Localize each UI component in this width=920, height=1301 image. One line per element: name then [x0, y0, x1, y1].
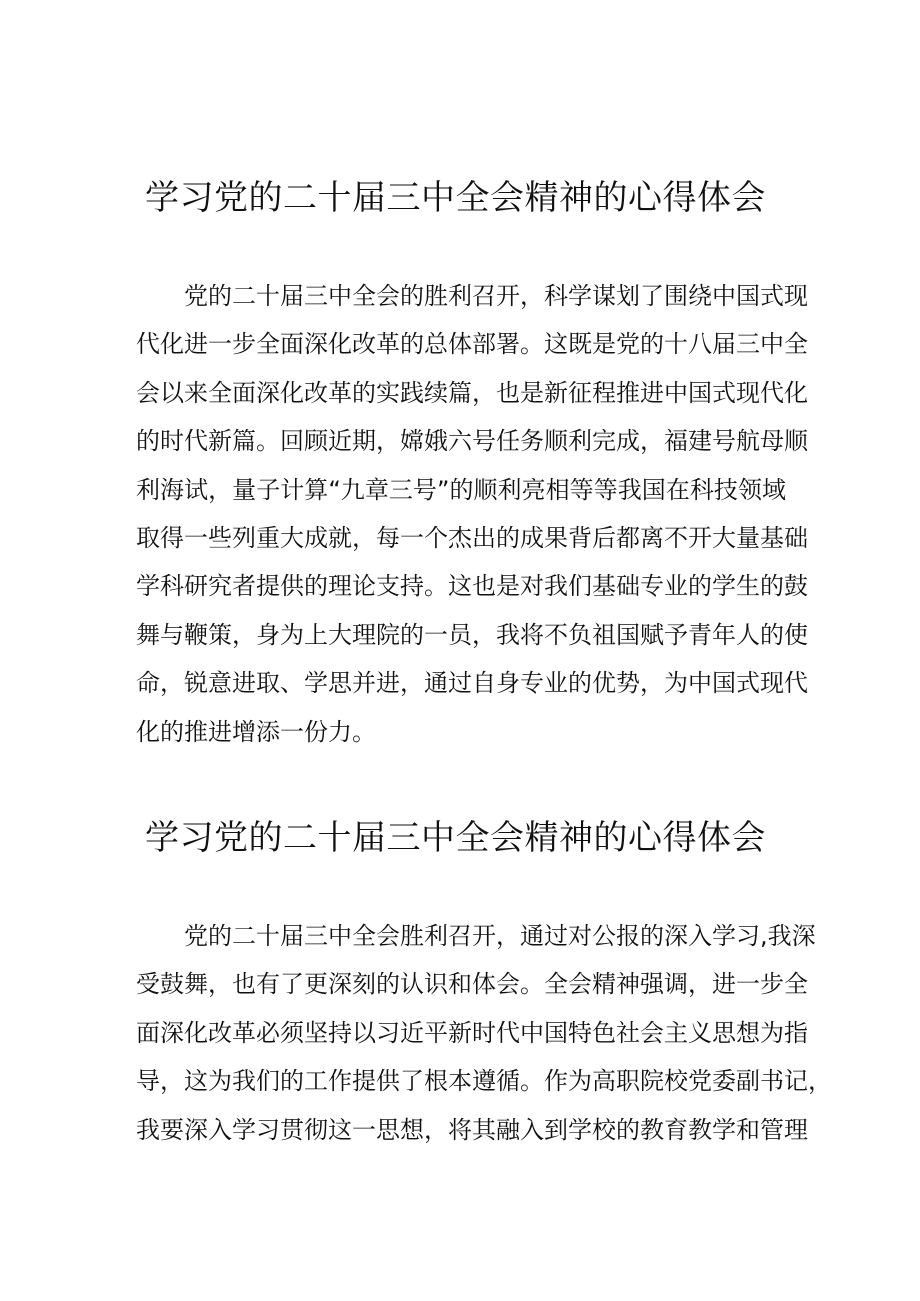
- paragraph-line: 会以来全面深化改革的实践续篇，也是新征程推进中国式现代化: [136, 378, 808, 407]
- paragraph-line: 舞与鞭策，身为上大理院的一员，我将不负祖国赋予青年人的使: [136, 620, 808, 649]
- paragraph-line: 代化进一步全面深化改革的总体部署。这既是党的十八届三中全: [136, 330, 808, 359]
- paragraph-line: 的时代新篇。回顾近期，嫦娥六号任务顺利完成，福建号航母顺: [136, 427, 808, 456]
- paragraph-line: 面深化改革必须坚持以习近平新时代中国特色社会主义思想为指: [136, 1018, 808, 1047]
- section-paragraph: [136, 272, 808, 756]
- paragraph-line: 化的推进增添一份力。: [136, 717, 376, 746]
- paragraph-line: 导，这为我们的工作提供了根本遵循。作为高职院校党委副书记，: [136, 1067, 832, 1096]
- paragraph-line: 取得一些列重大成就，每一个杰出的成果背后都离不开大量基础: [136, 523, 808, 552]
- paragraph-line: 命，锐意进取、学思并进，通过自身专业的优势，为中国式现代: [136, 669, 808, 698]
- paragraph-line: 党的二十届三中全会胜利召开，通过对公报的深入学习,我深: [184, 922, 816, 950]
- section-title: 学习党的二十届三中全会精神的心得体会: [145, 178, 766, 218]
- section-title: 学习党的二十届三中全会精神的心得体会: [145, 818, 766, 858]
- paragraph-line: 受鼓舞，也有了更深刻的认识和体会。全会精神强调，进一步全: [136, 970, 808, 999]
- paragraph-line: 利海试，量子计算“九章三号”的顺利亮相等等我国在科技领域: [136, 475, 786, 504]
- section-paragraph: [136, 912, 832, 1154]
- paragraph-line: 党的二十届三中全会的胜利召开，科学谋划了围绕中国式现: [184, 282, 808, 310]
- paragraph-line: 学科研究者提供的理论支持。这也是对我们基础专业的学生的鼓: [136, 572, 808, 601]
- paragraph-line: 我要深入学习贯彻这一思想，将其融入到学校的教育教学和管理: [136, 1115, 808, 1144]
